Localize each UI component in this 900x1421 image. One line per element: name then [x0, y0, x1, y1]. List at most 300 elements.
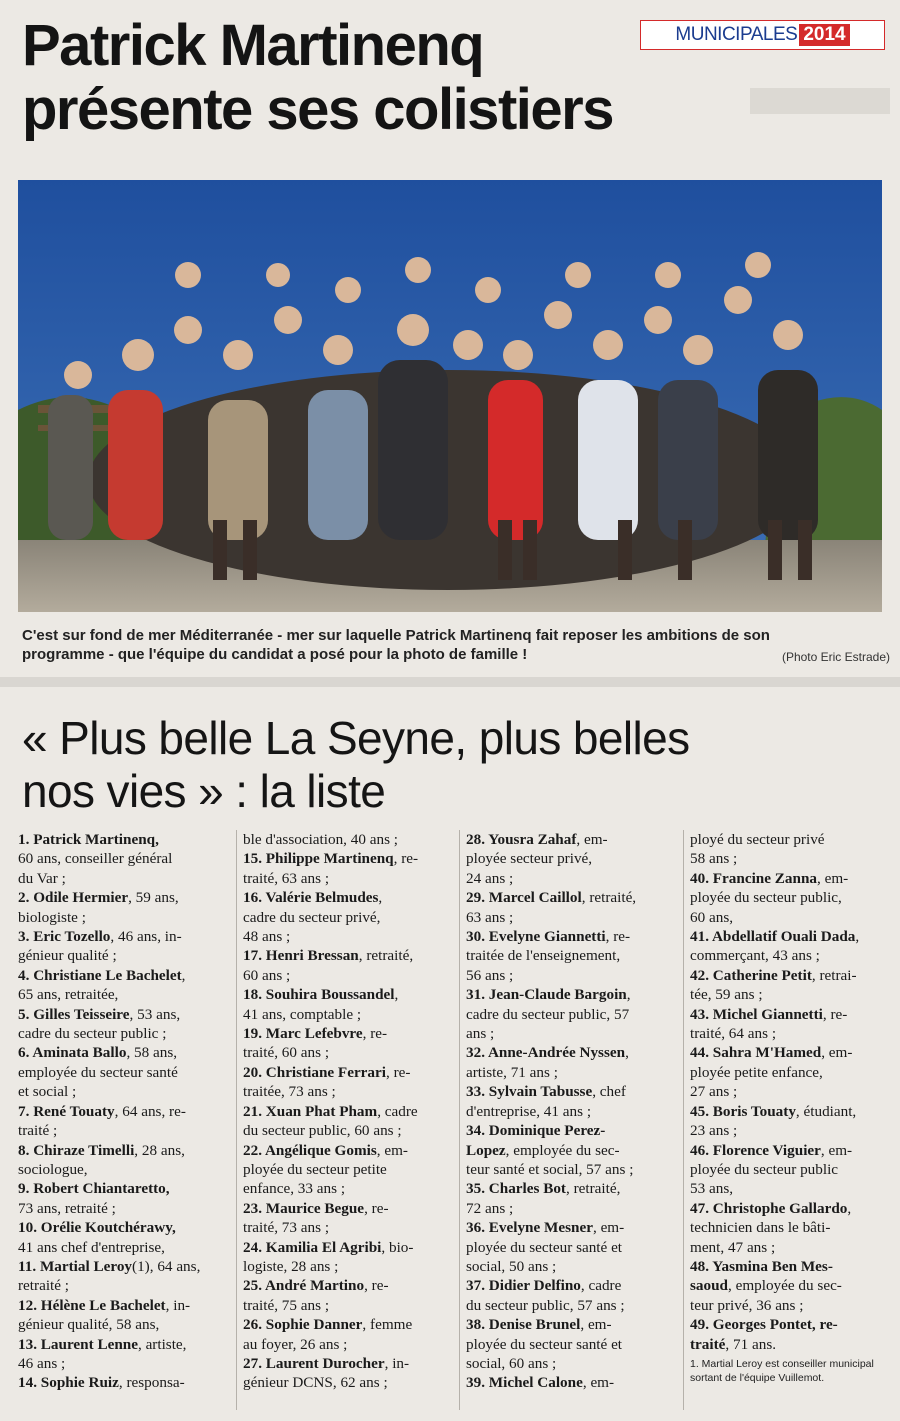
list-line	[466, 1179, 681, 1198]
headline-line-1: Patrick Martinenq	[22, 13, 484, 78]
candidate-name: 44. Sahra M'Hamed	[690, 1044, 822, 1062]
list-line	[243, 1218, 458, 1237]
list-line	[18, 908, 233, 927]
column-rule	[236, 830, 237, 1410]
list-line	[466, 1238, 681, 1257]
candidate-name: 11. Martial Leroy	[18, 1257, 133, 1275]
candidate-detail: retraité ;	[18, 1277, 70, 1295]
footnote	[690, 1357, 900, 1385]
list-line	[18, 1102, 233, 1121]
list-line	[466, 946, 681, 965]
list-line	[466, 1199, 681, 1218]
list-line	[466, 1335, 681, 1354]
list-line	[18, 1238, 233, 1257]
list-line	[18, 1141, 233, 1160]
candidate-detail: logiste, 28 ans ;	[243, 1257, 339, 1275]
candidate-detail: ble d'association, 40 ans ;	[243, 831, 399, 848]
candidate-detail: , re-	[822, 1005, 848, 1023]
list-line	[243, 1238, 458, 1257]
candidate-name: 35. Charles Bot	[466, 1180, 566, 1198]
candidate-detail: 60 ans,	[690, 908, 734, 926]
list-line	[243, 1315, 458, 1334]
list-line	[18, 849, 233, 868]
list-line	[690, 1335, 900, 1354]
candidate-name: 20. Christiane Ferrari	[243, 1063, 386, 1081]
candidate-detail: 56 ans ;	[466, 966, 514, 984]
candidate-name: 28. Yousra Zahaf	[466, 831, 577, 848]
section-divider	[0, 677, 900, 687]
candidate-name: Lopez	[466, 1141, 506, 1159]
list-line	[243, 908, 458, 927]
list-line	[243, 1257, 458, 1276]
subhead-line-2: nos vies » : la liste	[22, 765, 386, 817]
list-line	[18, 1063, 233, 1082]
list-line	[18, 1160, 233, 1179]
candidate-detail: traitée de l'enseignement,	[466, 947, 621, 965]
candidate-detail: ment, 47 ans ;	[690, 1238, 776, 1256]
candidate-detail: , artiste,	[137, 1335, 187, 1353]
candidate-name: 47. Christophe Gallardo	[690, 1199, 848, 1217]
candidate-detail: cadre du secteur public ;	[18, 1025, 167, 1043]
candidate-detail: (1), 64 ans,	[132, 1257, 201, 1275]
candidate-detail: 27 ans ;	[690, 1083, 738, 1101]
candidate-name: 24. Kamilia El Agribi	[243, 1238, 382, 1256]
list-line	[18, 1218, 233, 1237]
list-line	[690, 1005, 900, 1024]
candidate-detail: , 46 ans, in-	[110, 928, 182, 946]
list-line	[690, 869, 900, 888]
candidate-detail: , employée du sec-	[505, 1141, 620, 1159]
candidate-name: 2. Odile Hermier	[18, 889, 129, 907]
list-line	[18, 1005, 233, 1024]
list-line	[18, 1121, 233, 1140]
group-photo	[18, 180, 882, 612]
candidate-name: 45. Boris Touaty	[690, 1102, 796, 1120]
list-line	[243, 946, 458, 965]
list-line	[243, 869, 458, 888]
list-line	[243, 1373, 458, 1392]
list-line	[243, 1335, 458, 1354]
list-line	[466, 985, 681, 1004]
candidate-detail: 41 ans chef d'entreprise,	[18, 1238, 165, 1256]
list-line	[18, 1082, 233, 1101]
list-line	[690, 908, 900, 927]
list-line	[18, 1024, 233, 1043]
candidate-detail: , em-	[820, 1141, 853, 1159]
list-line	[690, 1238, 900, 1257]
list-line	[466, 1102, 681, 1121]
candidate-detail: traité, 60 ans ;	[243, 1044, 330, 1062]
list-line	[690, 1043, 900, 1062]
list-line	[18, 830, 233, 849]
candidate-detail: , em-	[817, 869, 849, 887]
candidate-name: 3. Eric Tozello	[18, 928, 111, 946]
candidate-detail: 48 ans ;	[243, 928, 291, 946]
candidate-name: 22. Angélique Gomis	[243, 1141, 377, 1159]
footnote-line1: 1. Martial Leroy est conseiller municipal	[690, 1357, 874, 1370]
candidate-detail: génieur qualité, 58 ans,	[18, 1316, 160, 1334]
candidate-detail: , em-	[580, 1316, 612, 1334]
candidate-detail: , cadre	[377, 1102, 418, 1120]
candidate-name: 21. Xuan Phat Pham	[243, 1102, 378, 1120]
photo-caption	[22, 626, 892, 664]
candidate-detail: , em-	[582, 1374, 615, 1392]
list-line	[243, 888, 458, 907]
candidate-detail: d'entreprise, 41 ans ;	[466, 1102, 592, 1120]
list-line	[466, 1296, 681, 1315]
list-line	[690, 1082, 900, 1101]
candidate-detail: ,	[181, 966, 186, 984]
list-line	[466, 1276, 681, 1295]
candidate-detail: social, 50 ans ;	[466, 1257, 557, 1275]
list-line	[18, 1354, 233, 1373]
caption-line-2: programme - que l'équipe du candidat a posé pour la photo de famille !	[22, 646, 528, 663]
candidate-detail: ployé du secteur privé	[690, 831, 825, 848]
candidate-detail: , re-	[364, 1277, 389, 1295]
candidate-detail: enfance, 33 ans ;	[243, 1180, 346, 1198]
list-line	[466, 1354, 681, 1373]
candidate-detail: ployée petite enfance,	[690, 1063, 823, 1081]
candidate-detail: , re-	[362, 1025, 388, 1043]
list-line	[466, 1218, 681, 1237]
candidate-name: 34. Dominique Perez-	[466, 1122, 606, 1140]
candidate-detail: traité, 63 ans ;	[243, 869, 330, 887]
candidate-name: 16. Valérie Belmudes	[243, 889, 379, 907]
candidate-detail: 65 ans, retraitée,	[18, 986, 119, 1004]
list-column-2	[243, 830, 458, 1393]
list-line	[466, 1121, 681, 1140]
candidate-detail: 72 ans ;	[466, 1199, 514, 1217]
list-line	[690, 849, 900, 868]
candidate-detail: , femme	[362, 1316, 413, 1334]
candidate-detail: cadre du secteur privé,	[243, 908, 381, 926]
list-line	[243, 1354, 458, 1373]
list-line	[243, 1043, 458, 1062]
candidate-detail: 58 ans ;	[690, 850, 738, 868]
list-line	[690, 985, 900, 1004]
candidate-detail: , 64 ans, re-	[114, 1102, 186, 1120]
candidate-detail: ployée du secteur public	[690, 1160, 839, 1178]
list-line	[466, 888, 681, 907]
list-line	[690, 830, 900, 849]
candidate-detail: ,	[626, 986, 631, 1004]
list-line	[243, 1063, 458, 1082]
column-rule	[683, 830, 684, 1410]
list-line	[18, 1257, 233, 1276]
candidate-detail: , em-	[576, 831, 608, 848]
footnote-line2: sortant de l'équipe Vuillemot.	[690, 1371, 825, 1384]
candidate-detail: , cadre	[580, 1277, 622, 1295]
candidate-detail: et social ;	[18, 1083, 77, 1101]
list-line	[18, 966, 233, 985]
candidate-detail: , 71 ans.	[725, 1335, 777, 1353]
candidate-detail: ,	[847, 1199, 852, 1217]
list-line	[18, 1276, 233, 1295]
candidate-name: 32. Anne-Andrée Nyssen	[466, 1044, 626, 1062]
caption-line-1: C'est sur fond de mer Méditerranée - mer sur laquelle Patrick Martinenq fait reposer les ambitions de son	[22, 627, 770, 644]
candidate-name: 31. Jean-Claude Bargoin	[466, 986, 627, 1004]
candidate-name: 19. Marc Lefebvre	[243, 1025, 363, 1043]
candidate-detail: cadre du secteur public, 57	[466, 1005, 630, 1023]
municipales-badge	[640, 20, 885, 50]
candidate-detail: traité, 64 ans ;	[690, 1025, 777, 1043]
list-column-3	[466, 830, 681, 1393]
list-line	[690, 927, 900, 946]
list-line	[243, 1024, 458, 1043]
candidate-detail: traitée, 73 ans ;	[243, 1083, 336, 1101]
candidate-name: traité	[690, 1335, 726, 1353]
list-line	[690, 1218, 900, 1237]
list-line	[466, 1160, 681, 1179]
list-line	[18, 1373, 233, 1392]
list-line	[690, 1199, 900, 1218]
candidate-detail: , em-	[592, 1219, 625, 1237]
candidate-detail: ployée du secteur santé et	[466, 1335, 623, 1353]
candidate-name: 27. Laurent Durocher	[243, 1354, 385, 1372]
candidate-detail: ployée du secteur santé et	[466, 1238, 623, 1256]
list-line	[243, 1121, 458, 1140]
candidate-name: 14. Sophie Ruiz	[18, 1374, 119, 1392]
candidate-detail: , re-	[605, 928, 631, 946]
list-line	[243, 985, 458, 1004]
candidate-detail: 23 ans ;	[690, 1122, 738, 1140]
candidate-detail: , re-	[364, 1199, 389, 1217]
candidate-detail: , in-	[384, 1354, 410, 1372]
candidate-detail: , in-	[165, 1296, 191, 1314]
candidate-name: 23. Maurice Begue	[243, 1199, 365, 1217]
list-line	[243, 966, 458, 985]
candidate-name: 46. Florence Viguier	[690, 1141, 821, 1159]
candidate-detail: 24 ans ;	[466, 869, 514, 887]
candidate-name: 6. Aminata Ballo	[18, 1044, 127, 1062]
column-rule	[459, 830, 460, 1410]
list-line	[243, 1160, 458, 1179]
list-line	[18, 1296, 233, 1315]
candidate-detail: ployée du secteur public,	[690, 889, 842, 907]
list-line	[466, 927, 681, 946]
candidate-detail: 41 ans, comptable ;	[243, 1005, 362, 1023]
subhead-line-1: « Plus belle La Seyne, plus belles	[22, 712, 690, 764]
list-line	[690, 1102, 900, 1121]
list-line	[466, 1063, 681, 1082]
list-line	[243, 830, 458, 849]
list-line	[690, 1141, 900, 1160]
candidate-detail: , retraité,	[565, 1180, 621, 1198]
list-line	[18, 1179, 233, 1198]
candidate-detail: , re-	[385, 1063, 411, 1081]
list-line	[466, 1024, 681, 1043]
candidate-name: 12. Hélène Le Bachelet	[18, 1296, 166, 1314]
candidate-name: 29. Marcel Caillol	[466, 889, 582, 907]
candidate-detail: , étudiant,	[795, 1102, 857, 1120]
list-line	[18, 1315, 233, 1334]
list-line	[690, 1276, 900, 1295]
headline-line-2: présente ses colistiers	[22, 77, 613, 142]
article-subhead	[22, 712, 822, 818]
candidate-name: 38. Denise Brunel	[466, 1316, 581, 1334]
list-line	[18, 985, 233, 1004]
candidate-detail: ployée secteur privé,	[466, 850, 593, 868]
candidate-detail: génieur qualité ;	[18, 947, 117, 965]
candidate-detail: , em-	[821, 1044, 853, 1062]
list-line	[690, 1063, 900, 1082]
candidate-detail: ,	[855, 928, 860, 946]
candidate-detail: , bio-	[381, 1238, 414, 1256]
candidate-detail: , 53 ans,	[129, 1005, 181, 1023]
list-line	[466, 1005, 681, 1024]
list-line	[466, 1043, 681, 1062]
candidate-name: 4. Christiane Le Bachelet	[18, 966, 182, 984]
headline	[22, 14, 742, 142]
candidate-detail: ans ;	[466, 1025, 495, 1043]
list-line	[18, 1043, 233, 1062]
bleed-through-shape	[740, 68, 900, 128]
candidate-name: 10. Orélie Koutchérawy,	[18, 1219, 176, 1237]
candidate-detail: du secteur public, 60 ans ;	[243, 1122, 402, 1140]
list-line	[466, 908, 681, 927]
candidate-name: 48. Yasmina Ben Mes-	[690, 1257, 833, 1275]
candidate-detail: , chef	[592, 1083, 626, 1101]
candidate-detail: technicien dans le bâti-	[690, 1219, 831, 1237]
candidate-name: 36. Evelyne Mesner	[466, 1219, 593, 1237]
candidate-detail: , 28 ans,	[134, 1141, 185, 1159]
candidate-detail: , retrai-	[811, 966, 857, 984]
candidate-name: 33. Sylvain Tabusse	[466, 1083, 593, 1101]
candidate-detail: teur privé, 36 ans ;	[690, 1296, 804, 1314]
badge-word: MUNICIPALES	[675, 24, 798, 45]
candidate-detail: , retraité,	[581, 889, 637, 907]
candidate-detail: social, 60 ans ;	[466, 1354, 557, 1372]
list-column-1	[18, 830, 233, 1393]
candidate-name: 49. Georges Pontet, re-	[690, 1316, 838, 1334]
candidate-detail: biologiste ;	[18, 908, 86, 926]
candidate-detail: ,	[394, 986, 399, 1004]
list-line	[243, 1179, 458, 1198]
candidate-detail: , 58 ans,	[126, 1044, 178, 1062]
bleed-through-decoration	[740, 68, 900, 128]
candidate-name: 43. Michel Giannetti	[690, 1005, 823, 1023]
candidate-detail: traité ;	[18, 1122, 58, 1140]
list-line	[690, 1160, 900, 1179]
list-line	[690, 1121, 900, 1140]
candidate-detail: 53 ans,	[690, 1180, 734, 1198]
group-photo-illustration	[18, 180, 882, 612]
list-line	[243, 849, 458, 868]
candidate-detail: , em-	[376, 1141, 408, 1159]
candidate-detail: employée du secteur santé	[18, 1063, 178, 1081]
candidate-detail: artiste, 71 ans ;	[466, 1063, 558, 1081]
list-line	[466, 1315, 681, 1334]
list-column-4	[690, 830, 900, 1385]
candidate-detail: , 59 ans,	[128, 889, 179, 907]
list-line	[466, 1373, 681, 1392]
candidate-detail: génieur DCNS, 62 ans ;	[243, 1374, 388, 1392]
candidate-detail: sociologue,	[18, 1160, 88, 1178]
list-line	[243, 927, 458, 946]
candidate-detail: 73 ans, retraité ;	[18, 1199, 116, 1217]
list-line	[690, 1315, 900, 1334]
list-line	[243, 1102, 458, 1121]
candidate-name: saoud	[690, 1277, 728, 1295]
list-line	[243, 1276, 458, 1295]
list-line	[690, 1257, 900, 1276]
candidate-detail: du secteur public, 57 ans ;	[466, 1296, 625, 1314]
list-line	[466, 869, 681, 888]
list-line	[243, 1141, 458, 1160]
candidate-detail: ,	[625, 1044, 629, 1062]
list-line	[243, 1082, 458, 1101]
candidate-name: 18. Souhira Boussandel	[243, 986, 395, 1004]
list-line	[690, 966, 900, 985]
list-line	[466, 966, 681, 985]
list-line	[243, 1199, 458, 1218]
candidate-detail: du Var ;	[18, 869, 66, 887]
candidate-detail: au foyer, 26 ans ;	[243, 1335, 348, 1353]
candidate-detail: traité, 73 ans ;	[243, 1219, 330, 1237]
candidate-detail: traité, 75 ans ;	[243, 1296, 330, 1314]
list-line	[690, 946, 900, 965]
candidate-name: 9. Robert Chiantaretto,	[18, 1180, 170, 1198]
candidate-detail: ,	[378, 889, 383, 907]
candidate-detail: 63 ans ;	[466, 908, 514, 926]
candidate-detail: teur santé et social, 57 ans ;	[466, 1160, 634, 1178]
badge-year: 2014	[799, 24, 849, 46]
list-line	[690, 888, 900, 907]
list-line	[243, 1005, 458, 1024]
candidate-name: 30. Evelyne Giannetti	[466, 928, 606, 946]
list-line	[690, 1179, 900, 1198]
candidate-name: 40. Francine Zanna	[690, 869, 817, 887]
candidate-name: 41. Abdellatif Ouali Dada	[690, 928, 856, 946]
list-line	[18, 1335, 233, 1354]
candidate-name: 8. Chiraze Timelli	[18, 1141, 135, 1159]
list-line	[466, 1141, 681, 1160]
candidate-name: 17. Henri Bressan	[243, 947, 359, 965]
list-line	[18, 869, 233, 888]
candidate-detail: 46 ans ;	[18, 1354, 66, 1372]
candidate-detail: commerçant, 43 ans ;	[690, 947, 820, 965]
candidate-name: 13. Laurent Lenne	[18, 1335, 138, 1353]
list-line	[466, 1257, 681, 1276]
candidate-name: 39. Michel Calone	[466, 1374, 583, 1392]
candidate-name: 1. Patrick Martinenq,	[18, 831, 159, 848]
photo-credit: (Photo Eric Estrade)	[781, 650, 890, 664]
candidate-detail: , employée du sec-	[728, 1277, 842, 1295]
list-line	[18, 1199, 233, 1218]
candidate-name: 5. Gilles Teisseire	[18, 1005, 130, 1023]
candidate-name: 42. Catherine Petit	[690, 966, 812, 984]
candidate-detail: 60 ans, conseiller général	[18, 850, 173, 868]
list-line	[18, 927, 233, 946]
candidate-detail: ployée du secteur petite	[243, 1160, 387, 1178]
list-line	[690, 1296, 900, 1315]
list-line	[690, 1024, 900, 1043]
candidate-detail: , retraité,	[358, 947, 414, 965]
candidate-name: 7. René Touaty	[18, 1102, 115, 1120]
candidate-detail: , re-	[393, 850, 419, 868]
list-line	[243, 1296, 458, 1315]
list-line	[466, 849, 681, 868]
candidate-name: 37. Didier Delfino	[466, 1277, 581, 1295]
list-line	[18, 946, 233, 965]
candidate-detail: tée, 59 ans ;	[690, 986, 763, 1004]
candidate-name: 15. Philippe Martinenq	[243, 850, 394, 868]
candidate-name: 25. André Martino	[243, 1277, 365, 1295]
candidate-detail: 60 ans ;	[243, 966, 291, 984]
list-line	[466, 1082, 681, 1101]
list-line	[18, 888, 233, 907]
candidate-detail: , responsa-	[118, 1374, 185, 1392]
